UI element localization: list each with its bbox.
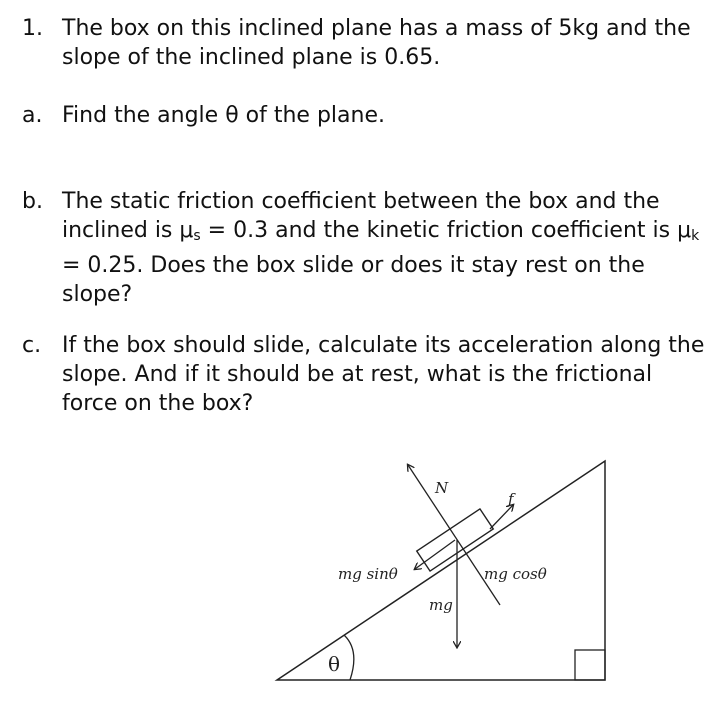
normal-force-label: N: [435, 479, 449, 497]
part-c-text: If the box should slide, calculate its acceleration along the slope. And if it should be at rest, what is the frictional force on the box?: [62, 333, 705, 416]
part-a-text: Find the angle θ of the plane.: [62, 103, 385, 128]
mg-label: mg: [429, 596, 453, 614]
mu-k-subscript: k: [691, 228, 700, 244]
mg-sin-label: mg sinθ: [338, 565, 398, 583]
theta-label: θ: [328, 652, 341, 676]
friction-label: f: [508, 490, 514, 508]
part-b-text: The static friction coefficient between the box and the inclined is $\mu_s = 0.3$ and the kinetic friction coefficient is $\mu_k$ = 0.25. Does the box slide or does it stay rest on the slope?: [62, 189, 700, 307]
mu-s-subscript: s: [193, 228, 201, 244]
angle-arc: [344, 635, 354, 680]
part-letter: b.: [22, 189, 43, 214]
question-text: The box on this inclined plane has a mass of 5kg and the slope of the inclined plane is 0.65.: [62, 16, 691, 70]
part-letter: c.: [22, 333, 42, 358]
right-angle-mark: [575, 650, 605, 680]
part-letter: a.: [22, 103, 43, 128]
inclined-plane-diagram: [270, 455, 615, 687]
mg-cos-label: mg cosθ: [484, 565, 547, 583]
question-number: 1.: [22, 16, 43, 41]
